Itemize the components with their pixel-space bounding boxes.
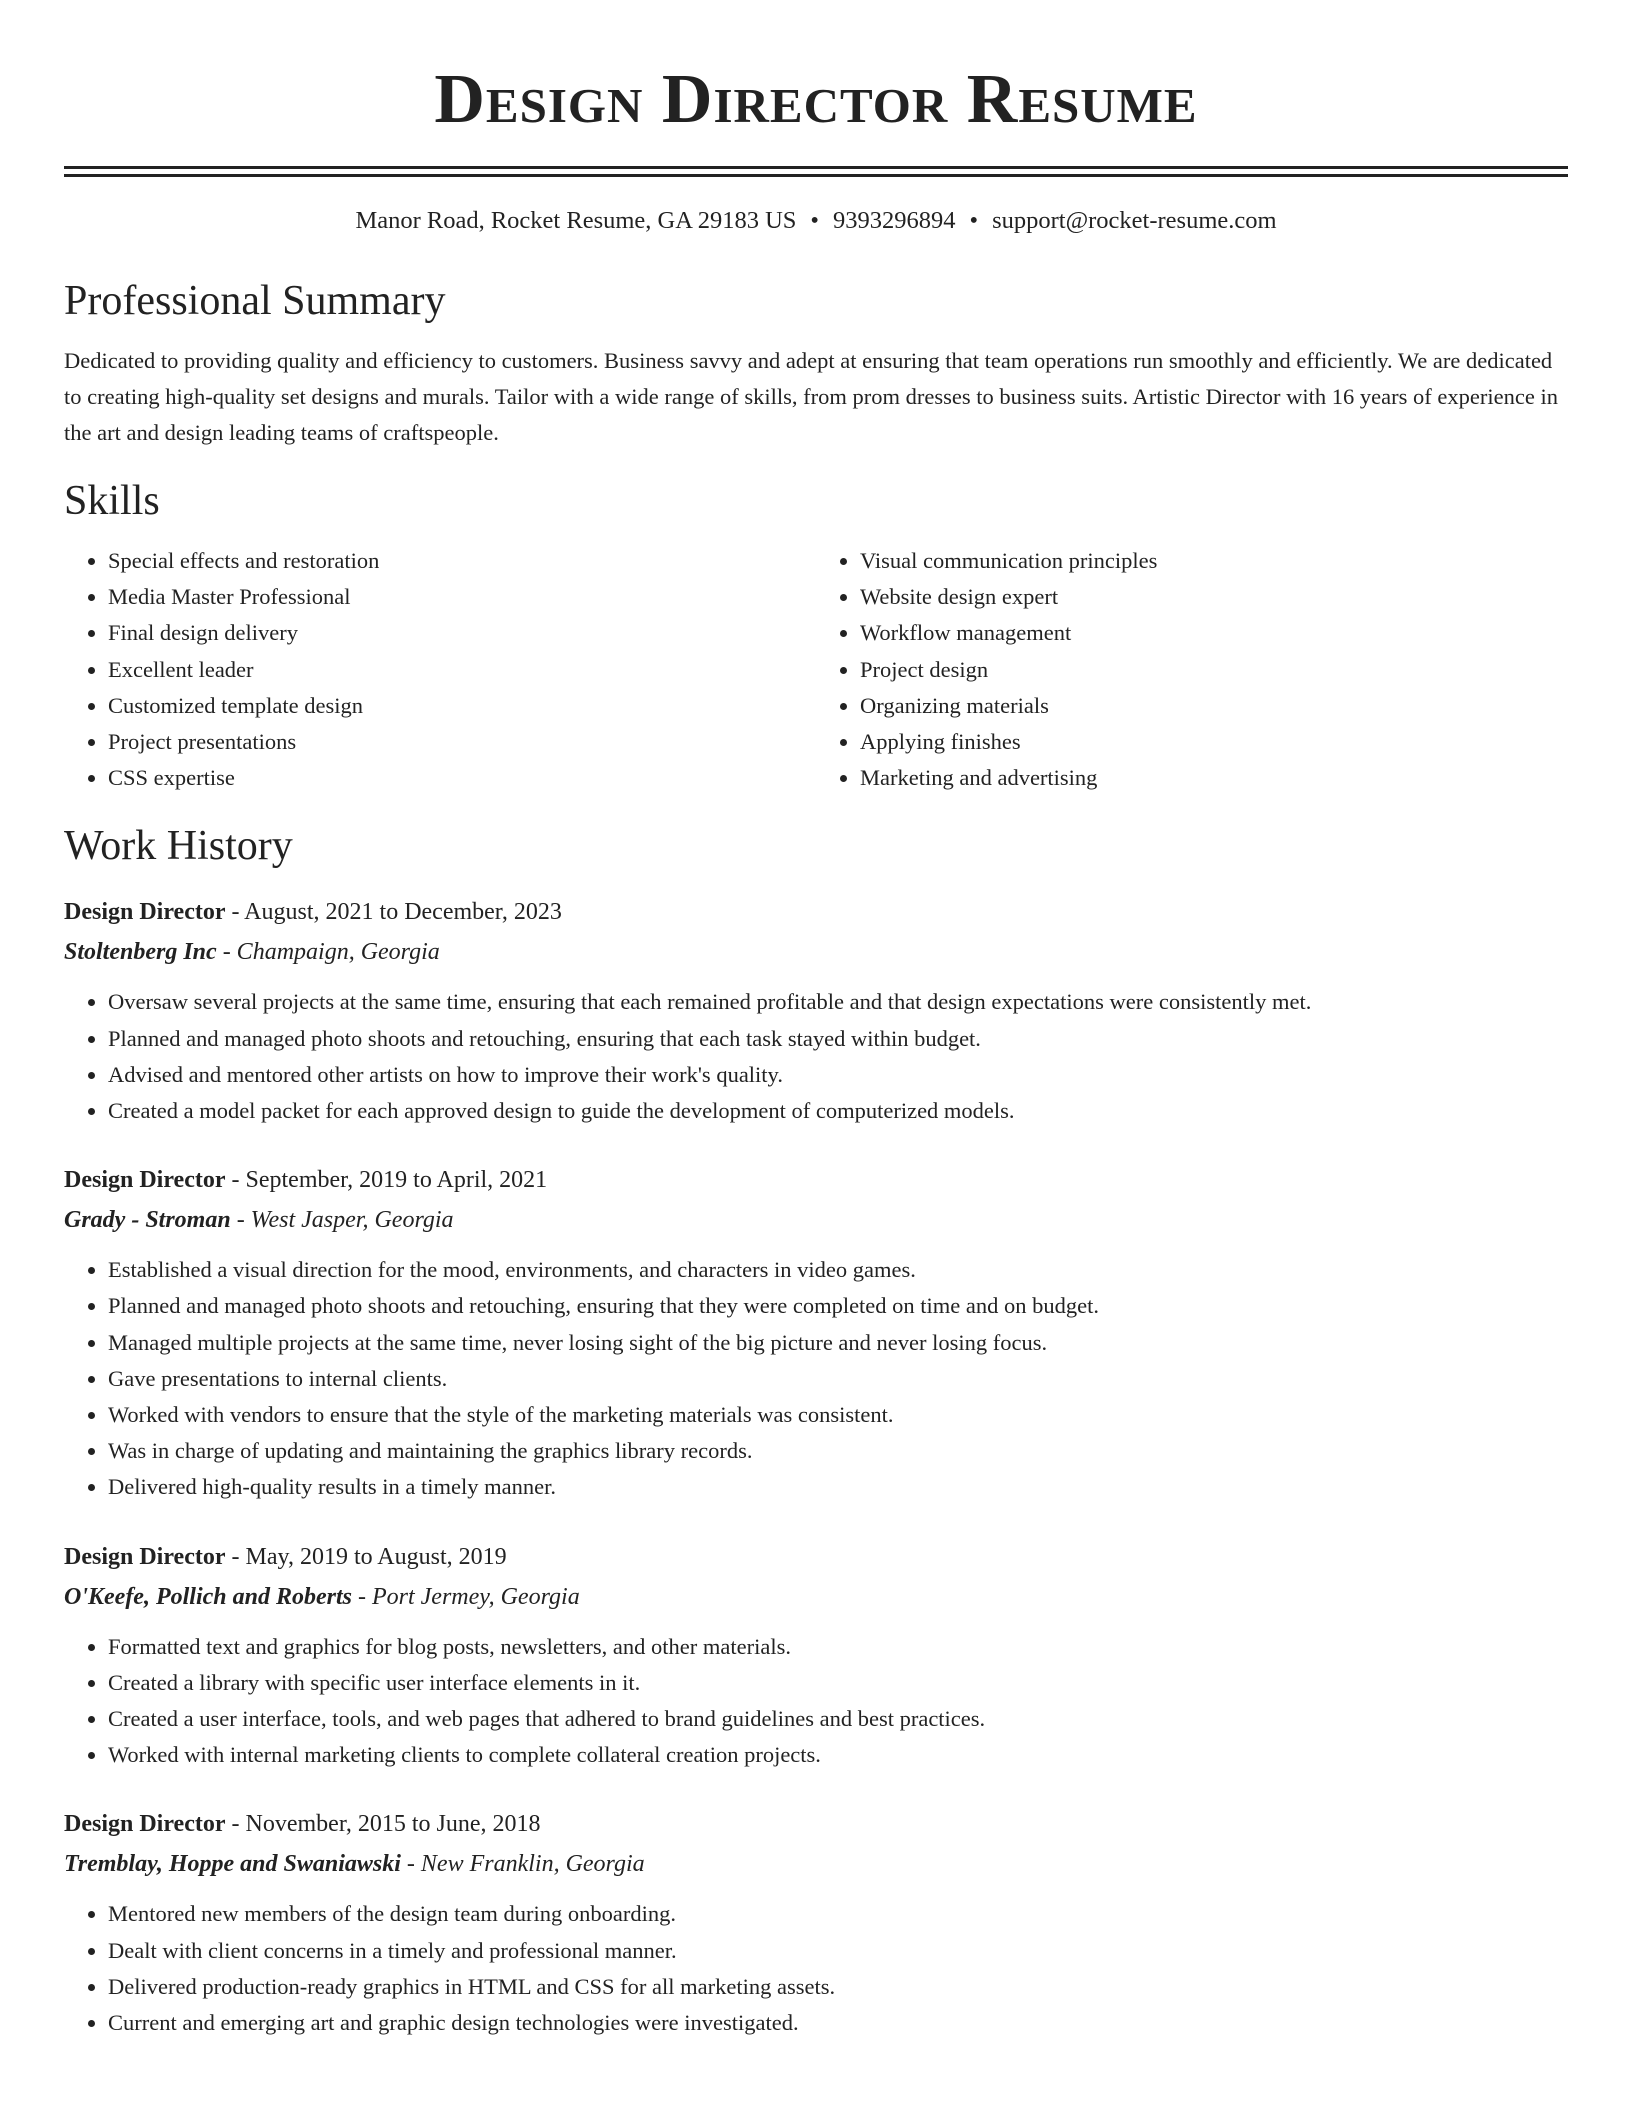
job-bullet: • Planned and managed photo shoots and retouching, ensuring that they were completed on time and on budget.	[108, 1288, 1568, 1324]
job-bullet: • Dealt with client concerns in a timely and professional manner.	[108, 1933, 1568, 1969]
job-company-line	[64, 1200, 1568, 1240]
work-history-heading: Work History	[64, 823, 293, 870]
job-entry	[64, 1160, 1568, 1505]
contact-line	[64, 205, 1568, 237]
job-bullet: • Created a model packet for each approved design to guide the development of computerized models.	[108, 1093, 1568, 1129]
job-location: - New Franklin, Georgia	[400, 1851, 645, 1878]
job-header	[64, 1804, 1568, 1844]
job-company-line	[64, 932, 1568, 972]
skill-item: • Marketing and advertising	[860, 760, 1568, 796]
job-role: Design Director	[64, 899, 226, 926]
job-bullet: • Formatted text and graphics for blog posts, newsletters, and other materials.	[108, 1629, 1568, 1665]
job-entry	[64, 1804, 1568, 2041]
job-company: Grady - Stroman	[64, 1207, 231, 1234]
contact-address: Manor Road, Rocket Resume, GA 29183 US	[355, 207, 797, 234]
skill-item: • Media Master Professional	[108, 579, 816, 615]
job-header	[64, 892, 1568, 932]
job-company: Tremblay, Hoppe and Swaniawski	[64, 1851, 401, 1878]
skills-grid	[64, 543, 1568, 796]
job-company-line	[64, 1577, 1568, 1617]
skill-item: • Customized template design	[108, 688, 816, 724]
job-bullet: • Advised and mentored other artists on how to improve their work's quality.	[108, 1057, 1568, 1093]
job-bullet: • Was in charge of updating and maintaining the graphics library records.	[108, 1433, 1568, 1469]
contact-separator: •	[969, 207, 979, 234]
skill-item: • Final design delivery	[108, 615, 816, 651]
job-header	[64, 1160, 1568, 1200]
job-dates: - November, 2015 to June, 2018	[225, 1811, 541, 1838]
job-bullet: • Created a library with specific user interface elements in it.	[108, 1665, 1568, 1701]
contact-separator: •	[810, 207, 819, 234]
job-dates: - September, 2019 to April, 2021	[225, 1167, 548, 1194]
job-company-line	[64, 1844, 1568, 1884]
job-location: - Port Jermey, Georgia	[351, 1583, 580, 1610]
job-bullet: • Oversaw several projects at the same time, ensuring that each remained profitable and that design expectations were consistently met.	[108, 984, 1568, 1020]
job-location: - Champaign, Georgia	[216, 939, 440, 966]
job-bullet: • Managed multiple projects at the same time, never losing sight of the big picture and never losing focus.	[108, 1325, 1568, 1361]
job-bullets	[64, 1629, 1568, 1774]
job-entry	[64, 1537, 1568, 1774]
job-bullet: • Delivered production-ready graphics in HTML and CSS for all marketing assets.	[108, 1969, 1568, 2005]
skills-heading: Skills	[64, 478, 160, 524]
skill-item: • Applying finishes	[860, 724, 1568, 760]
job-role: Design Director	[64, 1811, 226, 1838]
job-bullets	[64, 1896, 1568, 2041]
job-bullet: • Gave presentations to internal clients.	[108, 1361, 1568, 1397]
job-role: Design Director	[64, 1543, 226, 1570]
job-header	[64, 1537, 1568, 1577]
job-bullet: • Established a visual direction for the mood, environments, and characters in video games.	[108, 1252, 1568, 1288]
job-bullet: • Delivered high-quality results in a timely manner.	[108, 1469, 1568, 1505]
job-bullets	[64, 1252, 1568, 1505]
resume-title: Design Director Resume	[434, 61, 1198, 138]
work-history-list	[64, 892, 1568, 2041]
job-dates: - August, 2021 to December, 2023	[225, 899, 562, 926]
job-bullet: • Planned and managed photo shoots and retouching, ensuring that each task stayed within budget.	[108, 1021, 1568, 1057]
job-location: - West Jasper, Georgia	[230, 1207, 454, 1234]
summary-heading: Professional Summary	[64, 278, 446, 324]
job-bullet: • Current and emerging art and graphic design technologies were investigated.	[108, 2005, 1568, 2041]
job-bullets	[64, 984, 1568, 1129]
job-bullet: • Worked with vendors to ensure that the style of the marketing materials was consistent.	[108, 1397, 1568, 1433]
job-bullet: • Created a user interface, tools, and web pages that adhered to brand guidelines and best practices.	[108, 1701, 1568, 1737]
skill-item: • Excellent leader	[108, 652, 816, 688]
skill-item: • Visual communication principles	[860, 543, 1568, 579]
skills-list-right	[816, 543, 1568, 796]
title-double-rule	[64, 166, 1568, 177]
summary-text: Dedicated to providing quality and efficiency to customers. Business savvy and adept at ensuring that team operations run smoothly and efficiently. We are dedicated to creating high-quality set designs and murals. Tailor with a wide range of skills, from prom dresses to business suits. Artistic Director with 16 years of experience in the art and design leading teams of craftspeople.	[64, 348, 1558, 445]
job-dates: - May, 2019 to August, 2019	[225, 1543, 507, 1570]
skill-item: • Project presentations	[108, 724, 816, 760]
job-bullet: • Mentored new members of the design team during onboarding.	[108, 1896, 1568, 1932]
resume-page	[64, 0, 1568, 2041]
skill-item: • Workflow management	[860, 615, 1568, 651]
skills-list-left	[64, 543, 816, 796]
skill-item: • Organizing materials	[860, 688, 1568, 724]
contact-email: support@rocket-resume.com	[992, 207, 1277, 234]
job-role: Design Director	[64, 1167, 226, 1194]
job-entry	[64, 892, 1568, 1129]
job-bullet: • Worked with internal marketing clients to complete collateral creation projects.	[108, 1737, 1568, 1773]
skill-item: • Project design	[860, 652, 1568, 688]
contact-phone: 9393296894	[832, 207, 956, 234]
skill-item: • Special effects and restoration	[108, 543, 816, 579]
skill-item: • Website design expert	[860, 579, 1568, 615]
job-company: O'Keefe, Pollich and Roberts	[64, 1583, 352, 1610]
job-company: Stoltenberg Inc	[64, 939, 217, 966]
skill-item: • CSS expertise	[108, 760, 816, 796]
